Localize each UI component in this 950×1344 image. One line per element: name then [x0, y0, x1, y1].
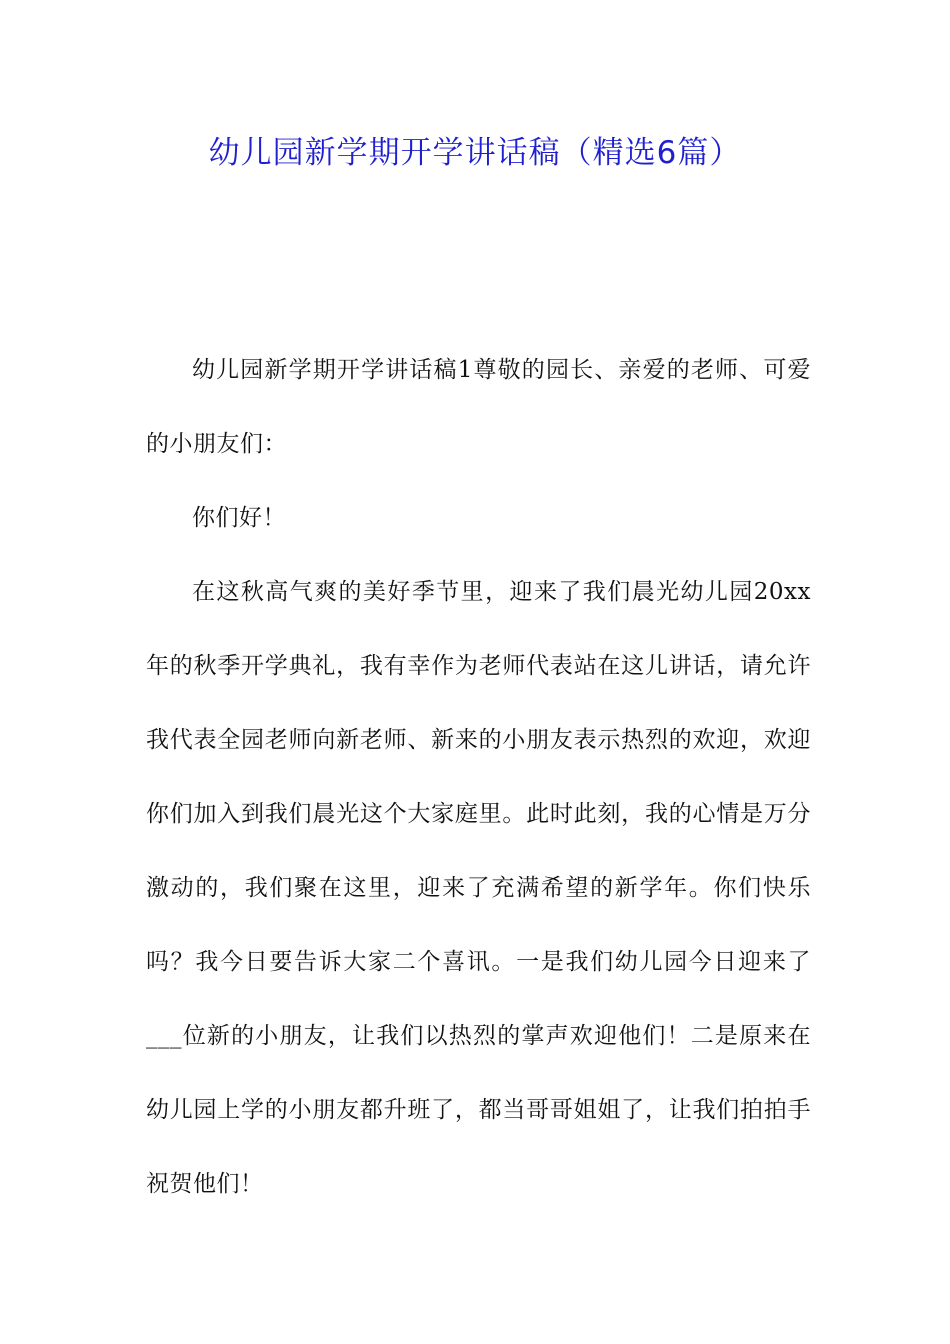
document-title: 幼儿园新学期开学讲话稿（精选6篇） [208, 135, 742, 171]
paragraph-greeting: 幼儿园新学期开学讲话稿1尊敬的园长、亲爱的老师、可爱的小朋友们： [146, 357, 811, 457]
paragraph-hello: 你们好！ [192, 505, 286, 531]
paragraph-main: 在这秋高气爽的美好季节里，迎来了我们晨光幼儿园20xx年的秋季开学典礼，我有幸作为老师代表站在这儿讲话，请允许我代表全园老师向新老师、新来的小朋友表示热烈的欢迎，欢迎你们加入到我们晨光这个大家庭里。此时此刻，我的心情是万分激动的，我们聚在这里，迎来了充满希望的新学年。你们快乐吗？我今日要告诉大家二个喜讯。一是我们幼儿园今日迎来了___位新的小朋友，让我们以热烈的掌声欢迎他们！二是原来在幼儿园上学的小朋友都升班了，都当哥哥姐姐了，让我们拍拍手祝贺他们！ [146, 579, 811, 1197]
document-body [146, 333, 811, 1221]
